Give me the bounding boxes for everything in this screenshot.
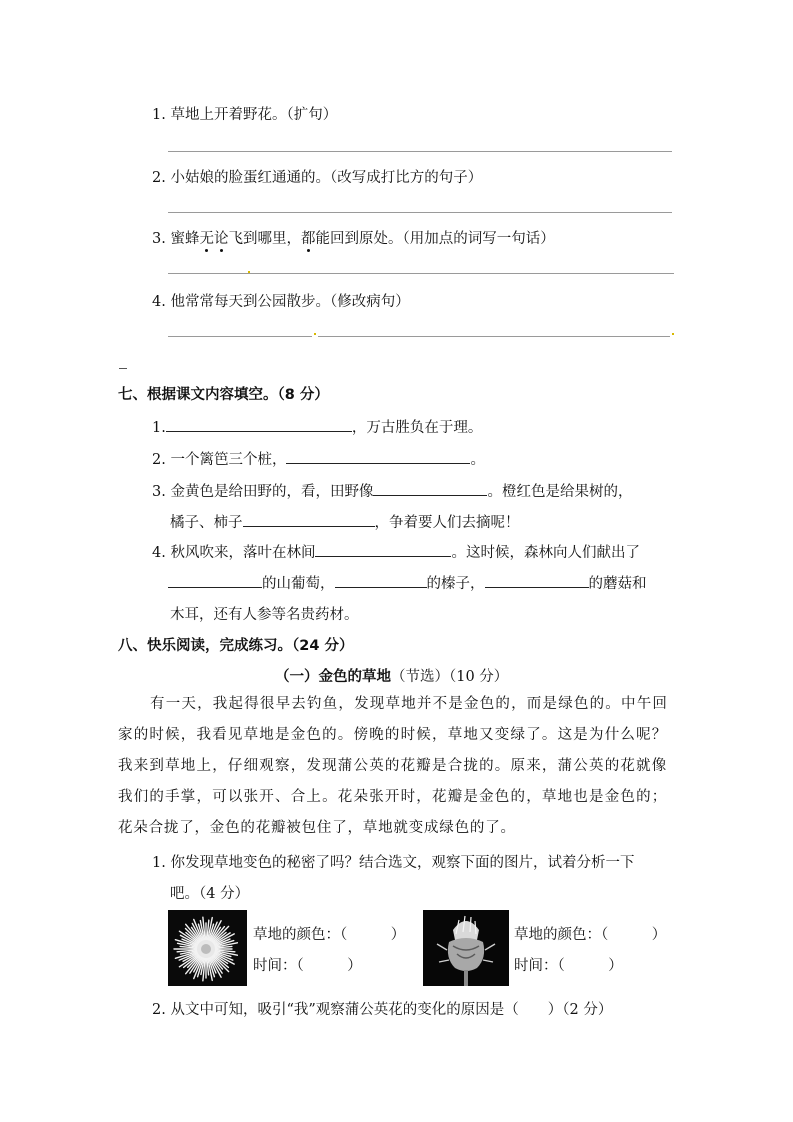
- question-7-1-text: ，万古胜负在于理。: [351, 420, 483, 436]
- fill-blank-7-3b[interactable]: [243, 512, 375, 527]
- question-7-1-number: 1.: [152, 420, 166, 436]
- scan-mark: [248, 271, 250, 273]
- question-8-1-line2: 吧。（4 分）: [170, 886, 250, 902]
- section-7-title: 七、根据课文内容填空。（8 分）: [118, 387, 329, 403]
- passage-line-5: 花朵合拢了，金色的花瓣被包住了，草地就变成绿色的了。: [118, 820, 516, 836]
- question-7-3-text-a: 3. 金黄色是给田野的，看，田野像: [152, 484, 374, 500]
- question-8-2: 2. 从文中可知，吸引“我”观察蒲公英花的变化的原因是（ ）（2 分）: [152, 1002, 613, 1018]
- passage-line-1: 有一天，我起得很早去钓鱼，发现草地并不是金色的，而是绿色的。中午回: [150, 696, 669, 712]
- answer-line-6-1[interactable]: [168, 151, 672, 152]
- question-7-3-text-c: 橘子、柿子: [170, 515, 243, 531]
- fill-blank-7-4b[interactable]: [168, 573, 262, 588]
- question-7-3-text-b: 。橙红色是给果树的，: [487, 484, 633, 500]
- question-6-3: [152, 227, 555, 248]
- question-7-4-text-d: 的榛子，: [426, 576, 485, 592]
- passage-line-2: 家的时候，我看见草地是金色的。傍晚的时候，草地又变绿了。这是为什么呢？: [118, 727, 668, 743]
- question-8-1-line1: 1. 你发现草地变色的秘密了吗？结合选文，观察下面的图片，试着分析一下: [152, 855, 635, 871]
- question-7-4-line2: [168, 572, 647, 593]
- question-7-4-line3: 木耳，还有人参等名贵药材。: [170, 607, 359, 623]
- question-7-3-text-d: ，争着要人们去摘呢！: [374, 515, 520, 531]
- answer-line-6-2[interactable]: [168, 212, 672, 213]
- dotted-word-1: 无: [199, 231, 214, 247]
- question-6-4: 4. 他常常每天到公园散步。（修改病句）: [152, 294, 410, 310]
- question-7-4: [152, 541, 640, 562]
- passage-line-4: 我们的手掌，可以张开、合上。花朵张开时，花瓣是金色的，草地也是金色的；: [118, 789, 668, 805]
- fill-blank-7-3a[interactable]: [373, 481, 487, 496]
- color-label-2: 草地的颜色：（ ）: [514, 927, 667, 943]
- passage-note: （节选）（10 分）: [391, 669, 509, 685]
- question-7-2: [152, 448, 485, 469]
- dotted-word-2: 论: [213, 231, 229, 247]
- answer-line-6-3[interactable]: [168, 273, 674, 274]
- fill-blank-7-2[interactable]: [286, 449, 470, 464]
- time-label-1: 时间：（ ）: [253, 958, 362, 974]
- scan-mark: [672, 333, 674, 335]
- fill-blank-7-4c[interactable]: [335, 573, 427, 588]
- question-7-4-text-e: 的蘑菇和: [588, 576, 647, 592]
- time-label-2: 时间：（ ）: [514, 958, 623, 974]
- fill-blank-7-1[interactable]: [166, 417, 352, 432]
- dandelion-closed-image: [423, 910, 509, 986]
- section-8-title: 八、快乐阅读，完成练习。（24 分）: [118, 638, 354, 654]
- fill-blank-7-4d[interactable]: [485, 573, 589, 588]
- question-7-4-text-a: 4. 秋风吹来，落叶在林间: [152, 545, 316, 561]
- question-7-4-text-b: 。这时候，森林向人们献出了: [451, 545, 640, 561]
- answer-line-6-4b[interactable]: [318, 336, 670, 337]
- color-label-1: 草地的颜色：（ ）: [253, 927, 406, 943]
- question-6-3-part-b: 飞到哪里，: [228, 231, 301, 247]
- passage-heading: [275, 665, 508, 686]
- question-7-3-line2: [170, 511, 520, 532]
- dandelion-open-image: [168, 910, 247, 986]
- answer-line-6-4a[interactable]: [168, 336, 312, 337]
- passage-title: （一）金色的草地: [275, 669, 391, 685]
- question-6-2: 2. 小姑娘的脸蛋红通通的。（改写成打比方的句子）: [152, 170, 483, 186]
- question-6-3-part-a: 3. 蜜蜂: [152, 231, 200, 247]
- small-dash: [119, 368, 127, 369]
- question-6-3-part-c: 能回到原处。（用加点的词写一句话）: [315, 231, 555, 247]
- question-7-1: [152, 416, 482, 437]
- fill-blank-7-4a[interactable]: [315, 542, 451, 557]
- question-7-2-end: 。: [470, 452, 485, 468]
- dotted-word-3: 都: [300, 231, 316, 247]
- question-7-4-text-c: 的山葡萄，: [262, 576, 335, 592]
- scan-mark: [314, 333, 316, 335]
- passage-line-3: 我来到草地上，仔细观察，发现蒲公英的花瓣是合拢的。原来，蒲公英的花就像: [118, 758, 668, 774]
- question-6-1: 1. 草地上开着野花。（扩句）: [152, 107, 338, 123]
- question-7-2-text: 2. 一个篱笆三个桩，: [152, 452, 287, 468]
- question-7-3: [152, 480, 632, 501]
